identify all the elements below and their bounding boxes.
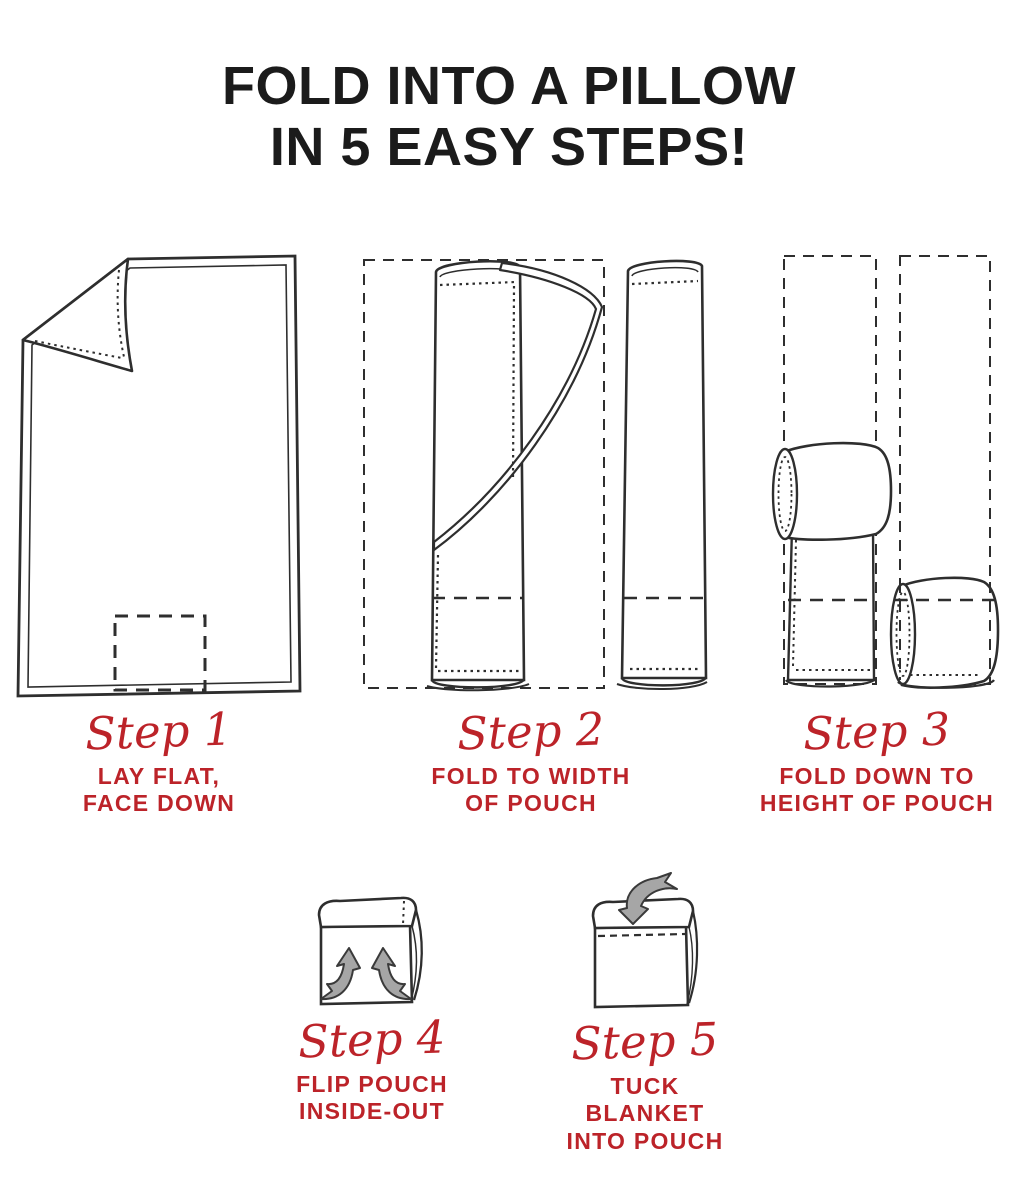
step-4-description-line-1: FLIP POUCH bbox=[296, 1071, 448, 1098]
step-3-fold-down-illustration bbox=[738, 250, 1016, 702]
pouch-body bbox=[595, 926, 688, 1007]
step-4-description bbox=[296, 1071, 448, 1125]
step-3-description-line-1: FOLD DOWN TO bbox=[779, 763, 975, 790]
step-2 bbox=[354, 250, 708, 818]
step-4 bbox=[288, 896, 456, 1126]
folded-roll-mid bbox=[784, 443, 891, 540]
step-2-label: Step 2 bbox=[456, 702, 606, 761]
step-2-description-line-2: OF POUCH bbox=[465, 790, 597, 817]
step-3 bbox=[738, 250, 1016, 818]
step-3-description bbox=[760, 763, 994, 817]
step-5 bbox=[556, 870, 734, 1155]
step-1-description bbox=[83, 763, 235, 817]
step-5-description bbox=[556, 1073, 734, 1154]
step-5-pouch-illustration bbox=[579, 870, 711, 1012]
finished-strip bbox=[622, 261, 706, 678]
step-4-label: Step 4 bbox=[297, 1010, 447, 1069]
step-4-description-line-2: INSIDE-OUT bbox=[299, 1098, 445, 1125]
step-3-label: Step 3 bbox=[802, 702, 952, 761]
step-5-description-line-1: TUCK BLANKET bbox=[585, 1073, 705, 1127]
page-title bbox=[0, 56, 1018, 178]
step-2-description bbox=[431, 763, 630, 817]
step-1-description-line-1: LAY FLAT, bbox=[97, 763, 221, 790]
pouch-top-flap bbox=[319, 898, 416, 927]
step-1-description-line-2: FACE DOWN bbox=[82, 790, 236, 817]
step-1-label: Step 1 bbox=[84, 702, 234, 761]
step-4-pouch-illustration bbox=[311, 896, 433, 1010]
step-1 bbox=[8, 250, 310, 818]
step-3-description-line-2: HEIGHT OF POUCH bbox=[759, 790, 995, 817]
strip-lower-half bbox=[788, 528, 874, 680]
page-title-line-1: FOLD INTO A PILLOW bbox=[222, 56, 796, 116]
step-1-blanket-illustration bbox=[8, 250, 310, 702]
folded-roll-bottom bbox=[902, 578, 998, 688]
step-5-description-line-2: INTO POUCH bbox=[566, 1127, 724, 1154]
page-title-line-2: IN 5 EASY STEPS! bbox=[269, 117, 749, 178]
step-2-folding-illustration bbox=[354, 250, 708, 702]
step-2-description-line-1: FOLD TO WIDTH bbox=[431, 763, 631, 790]
step-5-label: Step 5 bbox=[570, 1012, 720, 1071]
